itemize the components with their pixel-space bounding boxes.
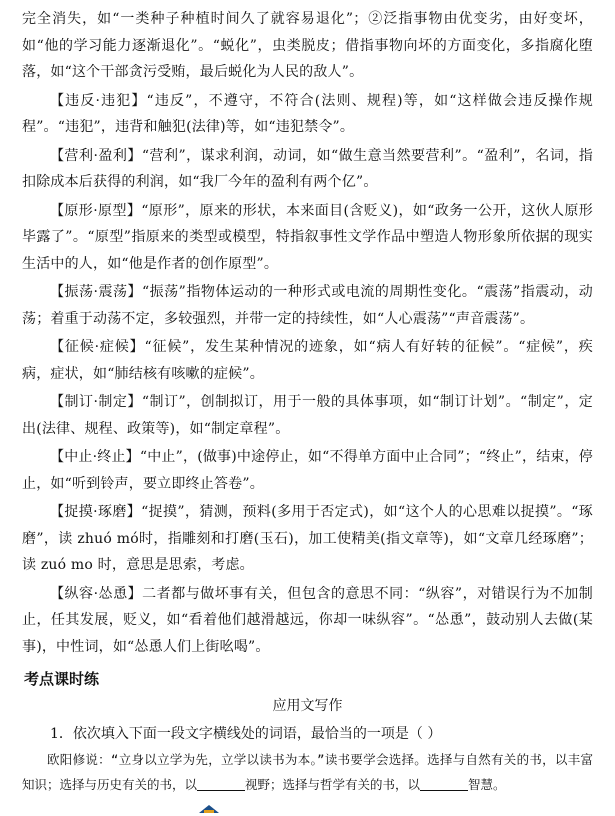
paragraph-p5: 【振荡·震荡】“振荡”指物体运动的一种形式或电流的周期性变化。“震荡”指震动，动荡；着重于动荡不定，多较强烈，并带一定的持续性，如“人心震荡”“声音震荡”。 (22, 284, 593, 327)
subsection-title: 应用文写作 (272, 698, 343, 714)
paragraph-p9: 【捉摸·琢磨】“捉摸”，猜测，预料(多用于否定式)，如“这个人的心思难以捉摸”。“琢磨”，读 zhuó mó时，指雕刻和打磨(玉石)，加工使精美(指文章等)，如“文章几经琢磨”；读 zuó mo 时，意思是思索，考虑。 (22, 504, 593, 573)
paragraph-p10: 【纵容·怂恿】二者都与做坏事有关，但包含的意思不同：“纵容”，对错误行为不加制止，任其发展，贬义，如“看着他们越滑越远，你却一味纵容”。“怂恿”，鼓动别人去做(某事)，中性词，如“怂恿人们上街吆喝”。 (22, 585, 593, 655)
question-passage (22, 747, 593, 797)
blank-2 (420, 776, 468, 791)
vocabulary-notes (22, 6, 593, 660)
passage-part-3: 智慧。 (468, 777, 506, 792)
paragraph-p2: 【违反·违犯】“违反”，不遵守，不符合(法则、规程)等，如“这样做会违反操作规程”。“违犯”，违背和触犯(法律)等，如“违犯禁令”。 (22, 92, 593, 135)
paragraph-p7: 【制订·制定】“制订”，创制拟订，用于一般的具体事项，如“制订计划”。“制定”，定出(法律、规程、政策等)，如“制定章程”。 (22, 394, 593, 437)
paragraph-p8: 【中止·终止】“中止”，(做事)中途停止，如“不得单方面中止合同”；“终止”，结束，停止，如“听到铃声，要立即终止答卷”。 (22, 449, 593, 492)
paragraph-p4: 【原形·原型】“原形”，原来的形状，本来面目(含贬义)，如“政务一公开，这伙人原形毕露了”。“原型”指原来的类型或模型，特指叙事性文学作品中塑造人物形象所依据的现实生活中的人，如“他是作者的创作原型”。 (22, 202, 593, 272)
paragraph-p1: 完全消失，如“一类种子种植时间久了就容易退化”；②泛指事物由优变劣，由好变坏，如“他的学习能力逐渐退化”。“蜕化”，虫类脱皮；借指事物向坏的方面变化，多指腐化堕落，如“这个干部贪污受贿，最后蜕化为人民的敌人”。 (22, 11, 593, 80)
section-title: 考点课时练 (24, 670, 100, 688)
blank-1 (197, 776, 245, 791)
passage-part-1: 欧阳修说：“立身以立学为先，立学以读书为本。”读书要学会选择。选择与自然有关的书，以丰富知识；选择与历史有关的书，以 (22, 752, 593, 792)
passage-part-2: 视野；选择与哲学有关的书，以 (245, 777, 421, 792)
publisher-logo-icon (198, 804, 220, 814)
question-1: 1．依次填入下面一段文字横线处的词语，最恰当的一项是（ ） (50, 726, 442, 742)
paragraph-p3: 【营利·盈利】“营利”，谋求利润，动词，如“做生意当然要营利”。“盈利”，名词，指扣除成本后获得的利润，如“我厂今年的盈利有两个亿”。 (22, 147, 593, 190)
paragraph-p6: 【征候·症候】“征候”，发生某种情况的迹象，如“病人有好转的征候”。“症候”，疾病，症状，如“肺结核有咳嗽的症候”。 (22, 339, 593, 382)
